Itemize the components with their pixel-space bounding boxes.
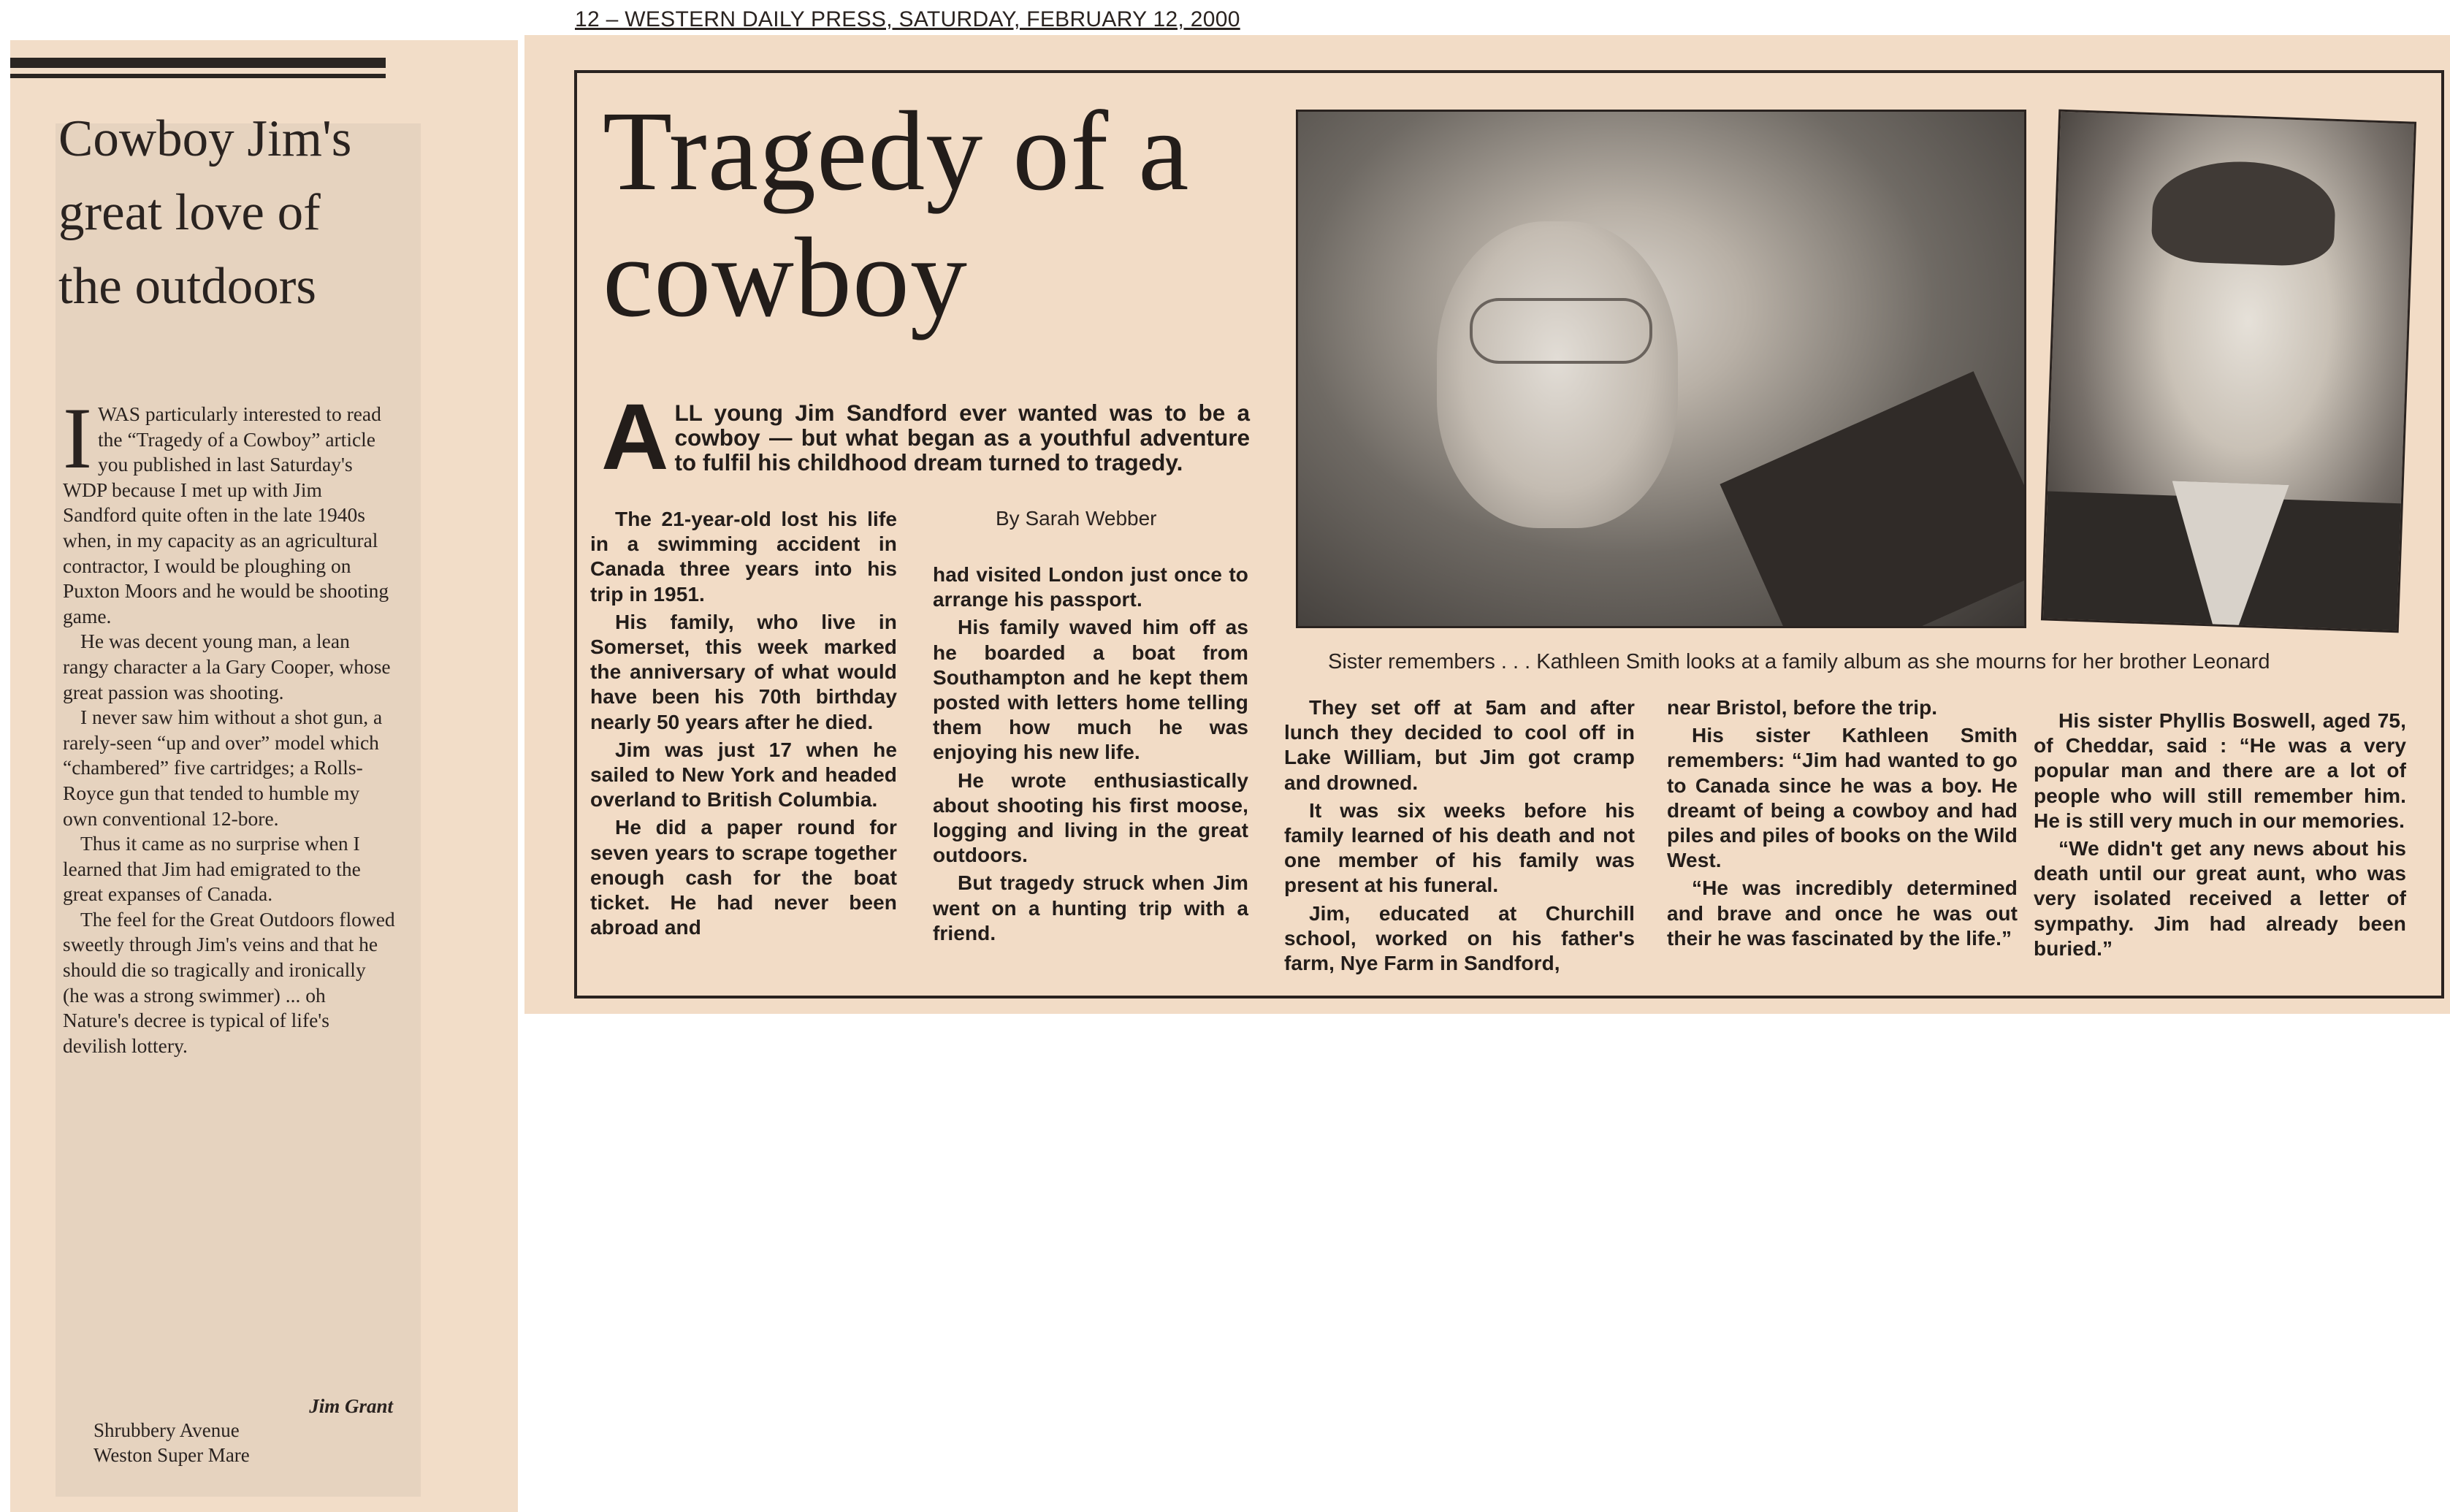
- leonard-portrait: [2041, 110, 2416, 633]
- byline: By Sarah Webber: [996, 507, 1157, 530]
- sister-photo: [1296, 110, 2026, 628]
- letter-body: [63, 389, 395, 1058]
- letter-signature: [94, 1395, 393, 1467]
- article-column-5: [2034, 709, 2406, 964]
- letter-paragraph: Thus it came as no surprise when I learned that Jim had emigrated to the great expanses of Canada.: [63, 832, 361, 906]
- address-line: Weston Super Mare: [94, 1444, 250, 1466]
- paragraph: The 21-year-old lost his life in a swimming accident in Canada three years into his trip in 1951.: [590, 508, 897, 606]
- letter-paragraph: I never saw him without a shot gun, a rarely-seen “up and over” model which “chambered” five cartridges; a Rolls-Royce gun that tended to humble my own conventional 12-bore.: [63, 706, 383, 830]
- paragraph: It was six weeks before his family learned of his death and not one member of his family was present at his funeral.: [1284, 798, 1635, 897]
- article-intro: [601, 385, 1250, 489]
- letter-headline: Cowboy Jim's great love of the outdoors: [58, 110, 352, 315]
- paragraph: “We didn't get any news about his death until our great aunt, who was very isolated received a letter of sympathy. Jim had already been buried.”: [2034, 837, 2406, 960]
- article-column-3: [1284, 695, 1635, 979]
- paragraph: His family, who live in Somerset, this week marked the anniversary of what would have been his 70th birthday nearly 50 years after he died.: [590, 610, 897, 733]
- paragraph: had visited London just once to arrange his passport.: [933, 563, 1248, 611]
- address-line: Shrubbery Avenue: [94, 1419, 240, 1441]
- paragraph: Jim, educated at Churchill school, worked on his father's farm, Nye Farm in Sandford,: [1284, 901, 1635, 975]
- article-headline: Tragedy of a cowboy: [603, 88, 1190, 340]
- article-column-1: [590, 507, 897, 943]
- paragraph: They set off at 5am and after lunch they decided to cool off in Lake William, but Jim got cramp and drowned.: [1284, 696, 1635, 794]
- paragraph: “He was incredibly determined and brave and once he was out their he was fascinated by the life.”: [1667, 877, 2018, 950]
- paragraph: His sister Kathleen Smith remembers: “Jim had wanted to go to Canada since he was a boy. He dreamt of being a cowboy and had piles and piles of books on the Wild West.: [1667, 724, 2018, 872]
- photo-face: [1437, 221, 1678, 528]
- letter-author: Jim Grant: [309, 1395, 393, 1417]
- paragraph: But tragedy struck when Jim went on a hunting trip with a friend.: [933, 871, 1248, 944]
- letter-paragraph-text: WAS particularly interested to read the “Tragedy of a Cowboy” article you published in last Saturday's WDP because I met up with Jim Sandford quite often in the late 1940s when, in my capacity as an agricultural contractor, I would be ploughing on Puxton Moors and he would be shooting game.: [63, 402, 389, 627]
- paragraph: near Bristol, before the trip.: [1667, 696, 1938, 719]
- drop-cap: A: [601, 385, 669, 489]
- photo-glasses: [1470, 298, 1652, 364]
- paragraph: His family waved him off as he boarded a boat from Southampton and he kept them posted with letters home telling them how much he was enjoying his new life.: [933, 616, 1248, 764]
- article-column-4: [1667, 695, 2018, 954]
- letter-paragraph: The feel for the Great Outdoors flowed sweetly through Jim's veins and that he should die so tragically and ironically (he was a strong swimmer) ... oh Nature's decree is typical of life's devilish lottery.: [63, 907, 395, 1057]
- paragraph: He wrote enthusiastically about shooting his first moose, logging and living in the great outdoors.: [933, 768, 1248, 867]
- intro-text: LL young Jim Sandford ever wanted was to be a cowboy — but what began as a youthful adventure to fulfil his childhood dream turned to tragedy.: [674, 400, 1250, 476]
- photo-album: [1720, 371, 2026, 628]
- letter-paragraph: He was decent young man, a lean rangy character a la Gary Cooper, whose great passion was shooting.: [63, 630, 391, 703]
- paragraph: Jim was just 17 when he sailed to New York and headed overland to British Columbia.: [590, 738, 897, 812]
- rule-thick: [10, 58, 386, 68]
- photo-caption: Sister remembers . . . Kathleen Smith looks at a family album as she mourns for her brother Leonard: [1328, 650, 2270, 673]
- paragraph: His sister Phyllis Boswell, aged 75, of Cheddar, said : “He was a very popular man and there are a lot of people who will still remember him. He is still very much in our memories.: [2034, 709, 2406, 832]
- paragraph: He did a paper round for seven years to scrape together enough cash for the boat ticket. He had never been abroad and: [590, 816, 897, 939]
- dateline: 12 – WESTERN DAILY PRESS, SATURDAY, FEBRUARY 12, 2000: [575, 7, 1240, 31]
- letter-paragraph: [63, 389, 395, 629]
- rule-thin: [10, 74, 386, 78]
- letter-drop-cap: I: [63, 389, 92, 486]
- portrait-hair: [2151, 159, 2337, 267]
- letter-address: [94, 1418, 393, 1467]
- article-column-2: [933, 562, 1248, 949]
